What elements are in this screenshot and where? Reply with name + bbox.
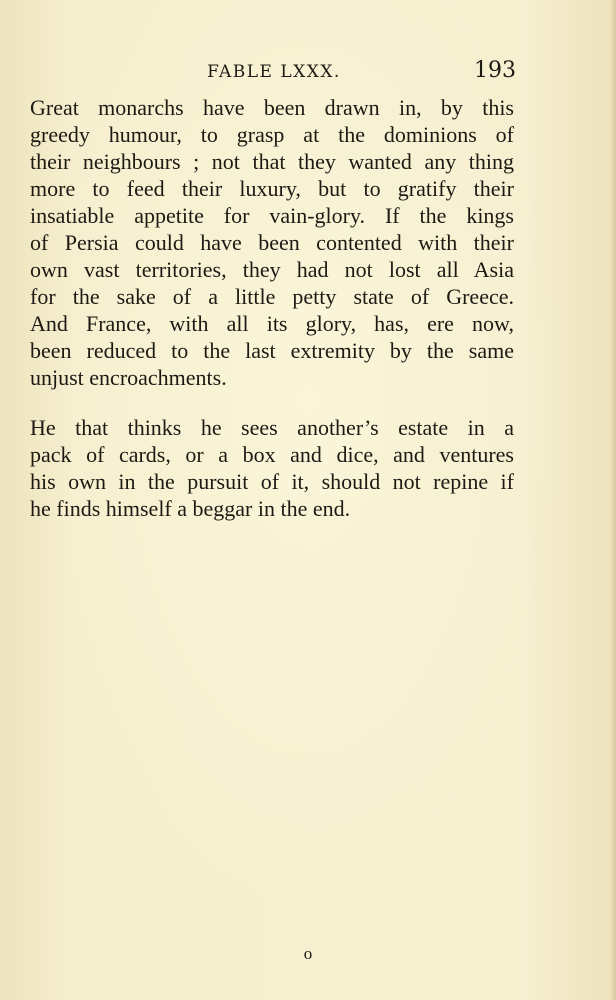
- text-line: their neighbours ; not that they wanted any thing: [30, 149, 514, 174]
- text-line: And France, with all its glory, has, ere now,: [30, 311, 514, 336]
- signature-mark: o: [303, 944, 313, 963]
- paragraph-2: [30, 414, 514, 522]
- text-line: his own in the pursuit of it, should not repine if: [30, 469, 514, 494]
- text-line: pack of cards, or a box and dice, and ventures: [30, 442, 514, 467]
- text-line: he finds himself a beggar in the end.: [30, 496, 351, 521]
- body-text: [30, 94, 514, 522]
- text-line: greedy humour, to grasp at the dominions of: [30, 122, 514, 147]
- page-header: [30, 58, 518, 88]
- page-number: 193: [474, 58, 516, 83]
- text-line: Great monarchs have been drawn in, by this: [30, 95, 514, 120]
- text-line: for the sake of a little petty state of Greece.: [30, 284, 514, 309]
- paragraph-1: [30, 94, 514, 391]
- text-line: He that thinks he sees another’s estate in a: [30, 415, 514, 440]
- running-title: FABLE LXXX.: [207, 62, 341, 82]
- text-line: been reduced to the last extremity by the same: [30, 338, 514, 363]
- text-line: unjust encroachments.: [30, 365, 227, 390]
- text-line: more to feed their luxury, but to gratify their: [30, 176, 514, 201]
- page-edge-shadow: [610, 0, 616, 1000]
- text-line: of Persia could have been contented with their: [30, 230, 514, 255]
- text-line: own vast territories, they had not lost all Asia: [30, 257, 514, 282]
- text-line: insatiable appetite for vain-glory. If the kings: [30, 203, 514, 228]
